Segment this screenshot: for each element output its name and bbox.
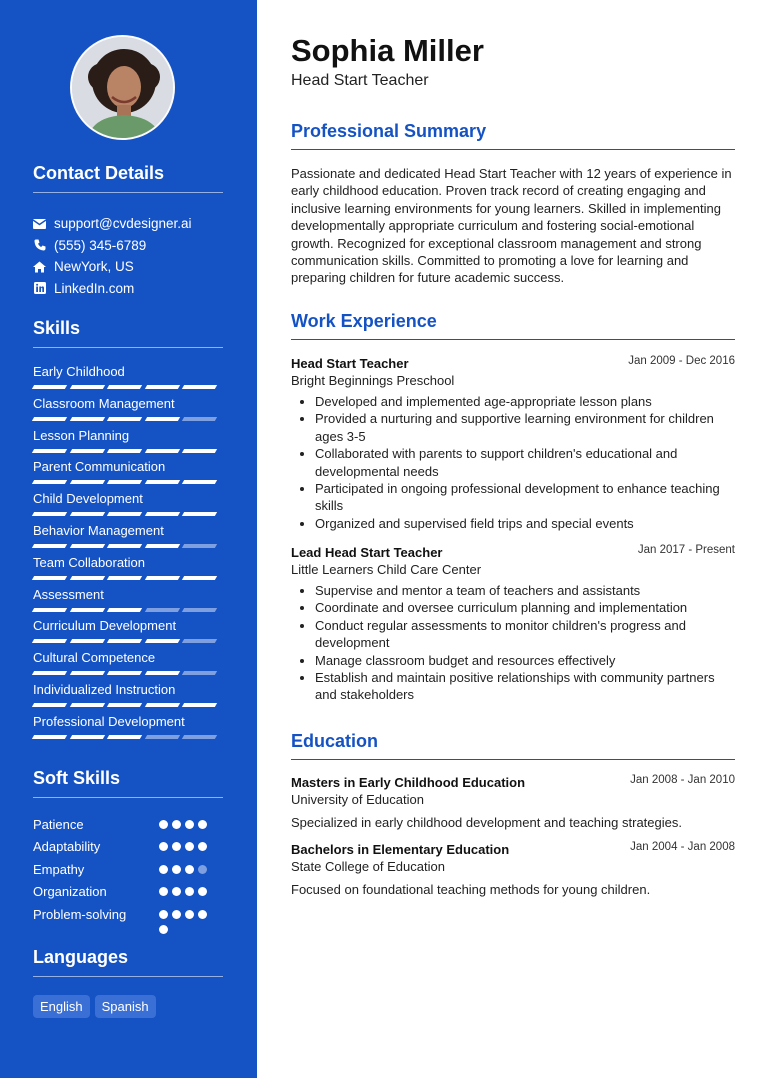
- skill-level-segment: [107, 544, 142, 548]
- job-bullet: • Conduct regular assessments to monitor children's progress and development: [315, 617, 735, 652]
- job-bullet: • Establish and maintain positive relationships with community partners and stakeholders: [315, 669, 735, 704]
- skill-item: [33, 459, 223, 491]
- soft-skill-name: Adaptability: [33, 839, 101, 855]
- skill-level-segment: [107, 449, 142, 453]
- skill-level-segment: [32, 544, 67, 548]
- rating-dot: [159, 820, 168, 829]
- skill-level-bar: [33, 480, 223, 484]
- skill-item: [33, 396, 223, 428]
- skill-level-segment: [107, 639, 142, 643]
- skill-level-bar: [33, 385, 223, 389]
- education-description: Focused on foundational teaching methods for young children.: [291, 882, 651, 897]
- school-name: State College of Education: [291, 859, 445, 874]
- degree-title: Bachelors in Elementary Education: [291, 842, 510, 857]
- job-bullet: • Collaborated with parents to support children's educational and developmental needs: [315, 445, 735, 480]
- home-icon: [33, 260, 46, 273]
- skill-name: Assessment: [33, 586, 104, 602]
- skill-level-segment: [32, 608, 67, 612]
- contact-email-text: support@cvdesigner.ai: [54, 216, 192, 232]
- soft-skill-item: [33, 882, 223, 904]
- skill-level-segment: [32, 385, 67, 389]
- language-badge: Spanish: [95, 995, 156, 1018]
- languages-section: [33, 947, 223, 1018]
- soft-skill-rating: [159, 910, 219, 940]
- skill-level-segment: [144, 544, 179, 548]
- skill-level-bar: [33, 671, 223, 675]
- school-name: University of Education: [291, 792, 424, 807]
- profile-photo: [72, 37, 175, 140]
- contact-linkedin[interactable]: [33, 278, 223, 300]
- skill-level-bar: [33, 417, 223, 421]
- skill-level-segment: [107, 417, 142, 421]
- envelope-icon: [33, 217, 46, 230]
- skill-name: Child Development: [33, 491, 143, 507]
- skill-item: [33, 523, 223, 555]
- job-bullet: • Supervise and mentor a team of teachers and assistants: [315, 582, 735, 599]
- phone-icon: [33, 239, 46, 252]
- skill-level-segment: [107, 735, 142, 739]
- job-bullets: [291, 393, 735, 532]
- education-entry: [291, 841, 735, 897]
- skill-item: [33, 714, 223, 746]
- job-bullets: [291, 582, 735, 704]
- skill-name: Behavior Management: [33, 522, 164, 538]
- skill-level-segment: [182, 480, 217, 484]
- skill-level-segment: [32, 735, 67, 739]
- soft-skill-name: Patience: [33, 817, 84, 832]
- skill-item: [33, 650, 223, 682]
- rating-dot: [198, 842, 207, 851]
- rating-dot: [159, 887, 168, 896]
- skill-level-segment: [107, 385, 142, 389]
- job-company: Little Learners Child Care Center: [291, 562, 482, 577]
- soft-skills-heading: Soft Skills: [33, 768, 223, 798]
- skill-name: Professional Development: [33, 713, 185, 729]
- skill-item: [33, 682, 223, 714]
- skill-level-segment: [107, 608, 142, 612]
- skill-name: Cultural Competence: [33, 650, 156, 666]
- education-entry: [291, 774, 735, 830]
- linkedin-icon: [33, 282, 46, 295]
- skill-name: Classroom Management: [33, 395, 175, 411]
- skill-level-segment: [144, 449, 179, 453]
- skills-heading: Skills: [33, 318, 223, 348]
- skill-level-segment: [69, 735, 104, 739]
- person-title: Head Start Teacher: [291, 72, 429, 89]
- skill-level-segment: [69, 544, 104, 548]
- contact-location-text: NewYork, US: [54, 259, 134, 275]
- skill-level-bar: [33, 608, 223, 612]
- rating-dot: [172, 865, 181, 874]
- job-date: Jan 2009 - Dec 2016: [628, 355, 735, 367]
- soft-skill-name: Organization: [33, 884, 107, 900]
- language-list: [33, 995, 223, 1018]
- job-date: Jan 2017 - Present: [637, 544, 735, 556]
- job-bullet: • Developed and implemented age-appropriate lesson plans: [315, 393, 735, 410]
- skill-level-segment: [182, 385, 217, 389]
- skill-level-segment: [182, 608, 217, 612]
- skill-level-segment: [32, 417, 67, 421]
- skill-level-segment: [182, 417, 217, 421]
- soft-skill-item: [33, 905, 223, 927]
- skill-level-bar: [33, 735, 223, 739]
- skill-item: [33, 555, 223, 587]
- skill-level-segment: [69, 449, 104, 453]
- rating-dot: [198, 820, 207, 829]
- skill-level-segment: [69, 512, 104, 516]
- rating-dot: [172, 842, 181, 851]
- job-bullet: • Coordinate and oversee curriculum planning and implementation: [315, 599, 735, 616]
- skill-level-segment: [69, 639, 104, 643]
- skill-level-segment: [182, 735, 217, 739]
- job-bullet: • Provided a nurturing and supportive learning environment for children ages 3-5: [315, 410, 735, 445]
- skill-level-segment: [107, 576, 142, 580]
- skill-level-segment: [144, 480, 179, 484]
- skill-level-segment: [107, 671, 142, 675]
- degree-title: Masters in Early Childhood Education: [291, 775, 526, 790]
- degree-date: Jan 2004 - Jan 2008: [630, 841, 735, 853]
- contact-phone[interactable]: [33, 235, 223, 257]
- skill-level-segment: [182, 671, 217, 675]
- skill-level-segment: [144, 639, 179, 643]
- education-description: Specialized in early childhood development and teaching strategies.: [291, 815, 682, 830]
- job-bullet: • Manage classroom budget and resources effectively: [315, 652, 735, 669]
- soft-skills-section: [33, 768, 223, 927]
- skills-section: [33, 318, 223, 746]
- skill-name: Early Childhood: [33, 364, 125, 379]
- skill-name: Team Collaboration: [33, 554, 146, 570]
- rating-dot: [185, 842, 194, 851]
- skill-level-segment: [144, 608, 179, 612]
- rating-dot: [185, 865, 194, 874]
- experience-heading: Work Experience: [291, 311, 735, 340]
- job-title: Lead Head Start Teacher: [291, 545, 443, 560]
- skill-level-segment: [144, 671, 179, 675]
- job-bullet: • Organized and supervised field trips and special events: [315, 515, 735, 532]
- skill-level-segment: [144, 385, 179, 389]
- rating-dot: [198, 887, 207, 896]
- rating-dot: [198, 910, 207, 919]
- skill-list: [33, 364, 223, 746]
- contact-linkedin-text: LinkedIn.com: [54, 280, 135, 296]
- avatar: [70, 35, 175, 140]
- skill-level-segment: [32, 512, 67, 516]
- languages-heading: Languages: [33, 947, 223, 977]
- skill-level-segment: [32, 639, 67, 643]
- sidebar: [0, 0, 257, 1078]
- rating-dot: [159, 925, 168, 934]
- skill-level-segment: [144, 417, 179, 421]
- person-name: Sophia Miller: [291, 33, 484, 68]
- skill-item: [33, 364, 223, 396]
- rating-dot: [159, 842, 168, 851]
- skill-level-segment: [182, 703, 217, 707]
- contact-location: [33, 256, 223, 278]
- skill-name: Parent Communication: [33, 459, 166, 475]
- job-title: Head Start Teacher: [291, 356, 409, 371]
- contact-heading: Contact Details: [33, 163, 223, 193]
- skill-level-segment: [182, 576, 217, 580]
- skill-level-segment: [182, 449, 217, 453]
- skill-name: Curriculum Development: [33, 618, 177, 634]
- contact-section: [33, 163, 223, 299]
- skill-level-bar: [33, 449, 223, 453]
- rating-dot: [159, 865, 168, 874]
- skill-level-bar: [33, 703, 223, 707]
- skill-level-segment: [182, 512, 217, 516]
- contact-phone-text: (555) 345-6789: [54, 237, 147, 253]
- skill-level-segment: [69, 608, 104, 612]
- rating-dot: [172, 887, 181, 896]
- skill-level-segment: [69, 417, 104, 421]
- rating-dot: [198, 865, 207, 874]
- skill-level-segment: [107, 512, 142, 516]
- skill-level-bar: [33, 639, 223, 643]
- skill-level-segment: [69, 671, 104, 675]
- education-heading: Education: [291, 731, 735, 760]
- degree-date: Jan 2008 - Jan 2010: [630, 774, 735, 786]
- rating-dot: [185, 887, 194, 896]
- skill-level-segment: [107, 480, 142, 484]
- skill-level-segment: [69, 576, 104, 580]
- soft-skill-item: [33, 860, 223, 882]
- soft-skill-name: Problem-solving: [33, 906, 127, 922]
- skill-level-segment: [182, 639, 217, 643]
- skill-level-segment: [144, 512, 179, 516]
- soft-skill-name: Empathy: [33, 861, 85, 877]
- job-entry: [291, 544, 735, 704]
- skill-level-bar: [33, 512, 223, 516]
- summary-heading: Professional Summary: [291, 121, 735, 150]
- skill-level-segment: [32, 480, 67, 484]
- rating-dot: [185, 910, 194, 919]
- skill-name: Lesson Planning: [33, 427, 130, 443]
- skill-level-segment: [69, 385, 104, 389]
- rating-dot: [172, 820, 181, 829]
- skill-level-segment: [32, 449, 67, 453]
- skill-level-bar: [33, 576, 223, 580]
- skill-item: [33, 587, 223, 619]
- soft-skill-item: [33, 815, 223, 837]
- skill-level-segment: [144, 576, 179, 580]
- job-company: Bright Beginnings Preschool: [291, 373, 455, 388]
- job-entry: [291, 355, 735, 532]
- skill-level-segment: [69, 480, 104, 484]
- skill-level-segment: [182, 544, 217, 548]
- rating-dot: [172, 910, 181, 919]
- language-badge: English: [33, 995, 90, 1018]
- skill-level-segment: [32, 671, 67, 675]
- contact-email[interactable]: [33, 213, 223, 235]
- skill-level-bar: [33, 544, 223, 548]
- skill-item: [33, 428, 223, 460]
- skill-level-segment: [144, 703, 179, 707]
- rating-dot: [159, 910, 168, 919]
- summary-text: Passionate and dedicated Head Start Teacher with 12 years of experience in early childhood education. Proven track record of creating engaging and inclusive learning environments for young learners. Skilled in implementing developmentally appropriate curriculum and fostering social-emotional growth. Recognized for exceptional classroom management and strong communication skills. Committed to promoting a love for learning and preparing children for future academic success.: [291, 166, 732, 286]
- skill-level-segment: [69, 703, 104, 707]
- rating-dot: [185, 820, 194, 829]
- skill-level-segment: [144, 735, 179, 739]
- job-bullet: • Participated in ongoing professional development to enhance teaching skills: [315, 480, 735, 515]
- skill-level-segment: [32, 703, 67, 707]
- skill-level-segment: [107, 703, 142, 707]
- soft-skill-list: [33, 815, 223, 927]
- soft-skill-item: [33, 837, 223, 859]
- skill-item: [33, 618, 223, 650]
- skill-level-segment: [32, 576, 67, 580]
- skill-item: [33, 491, 223, 523]
- skill-name: Individualized Instruction: [33, 681, 176, 697]
